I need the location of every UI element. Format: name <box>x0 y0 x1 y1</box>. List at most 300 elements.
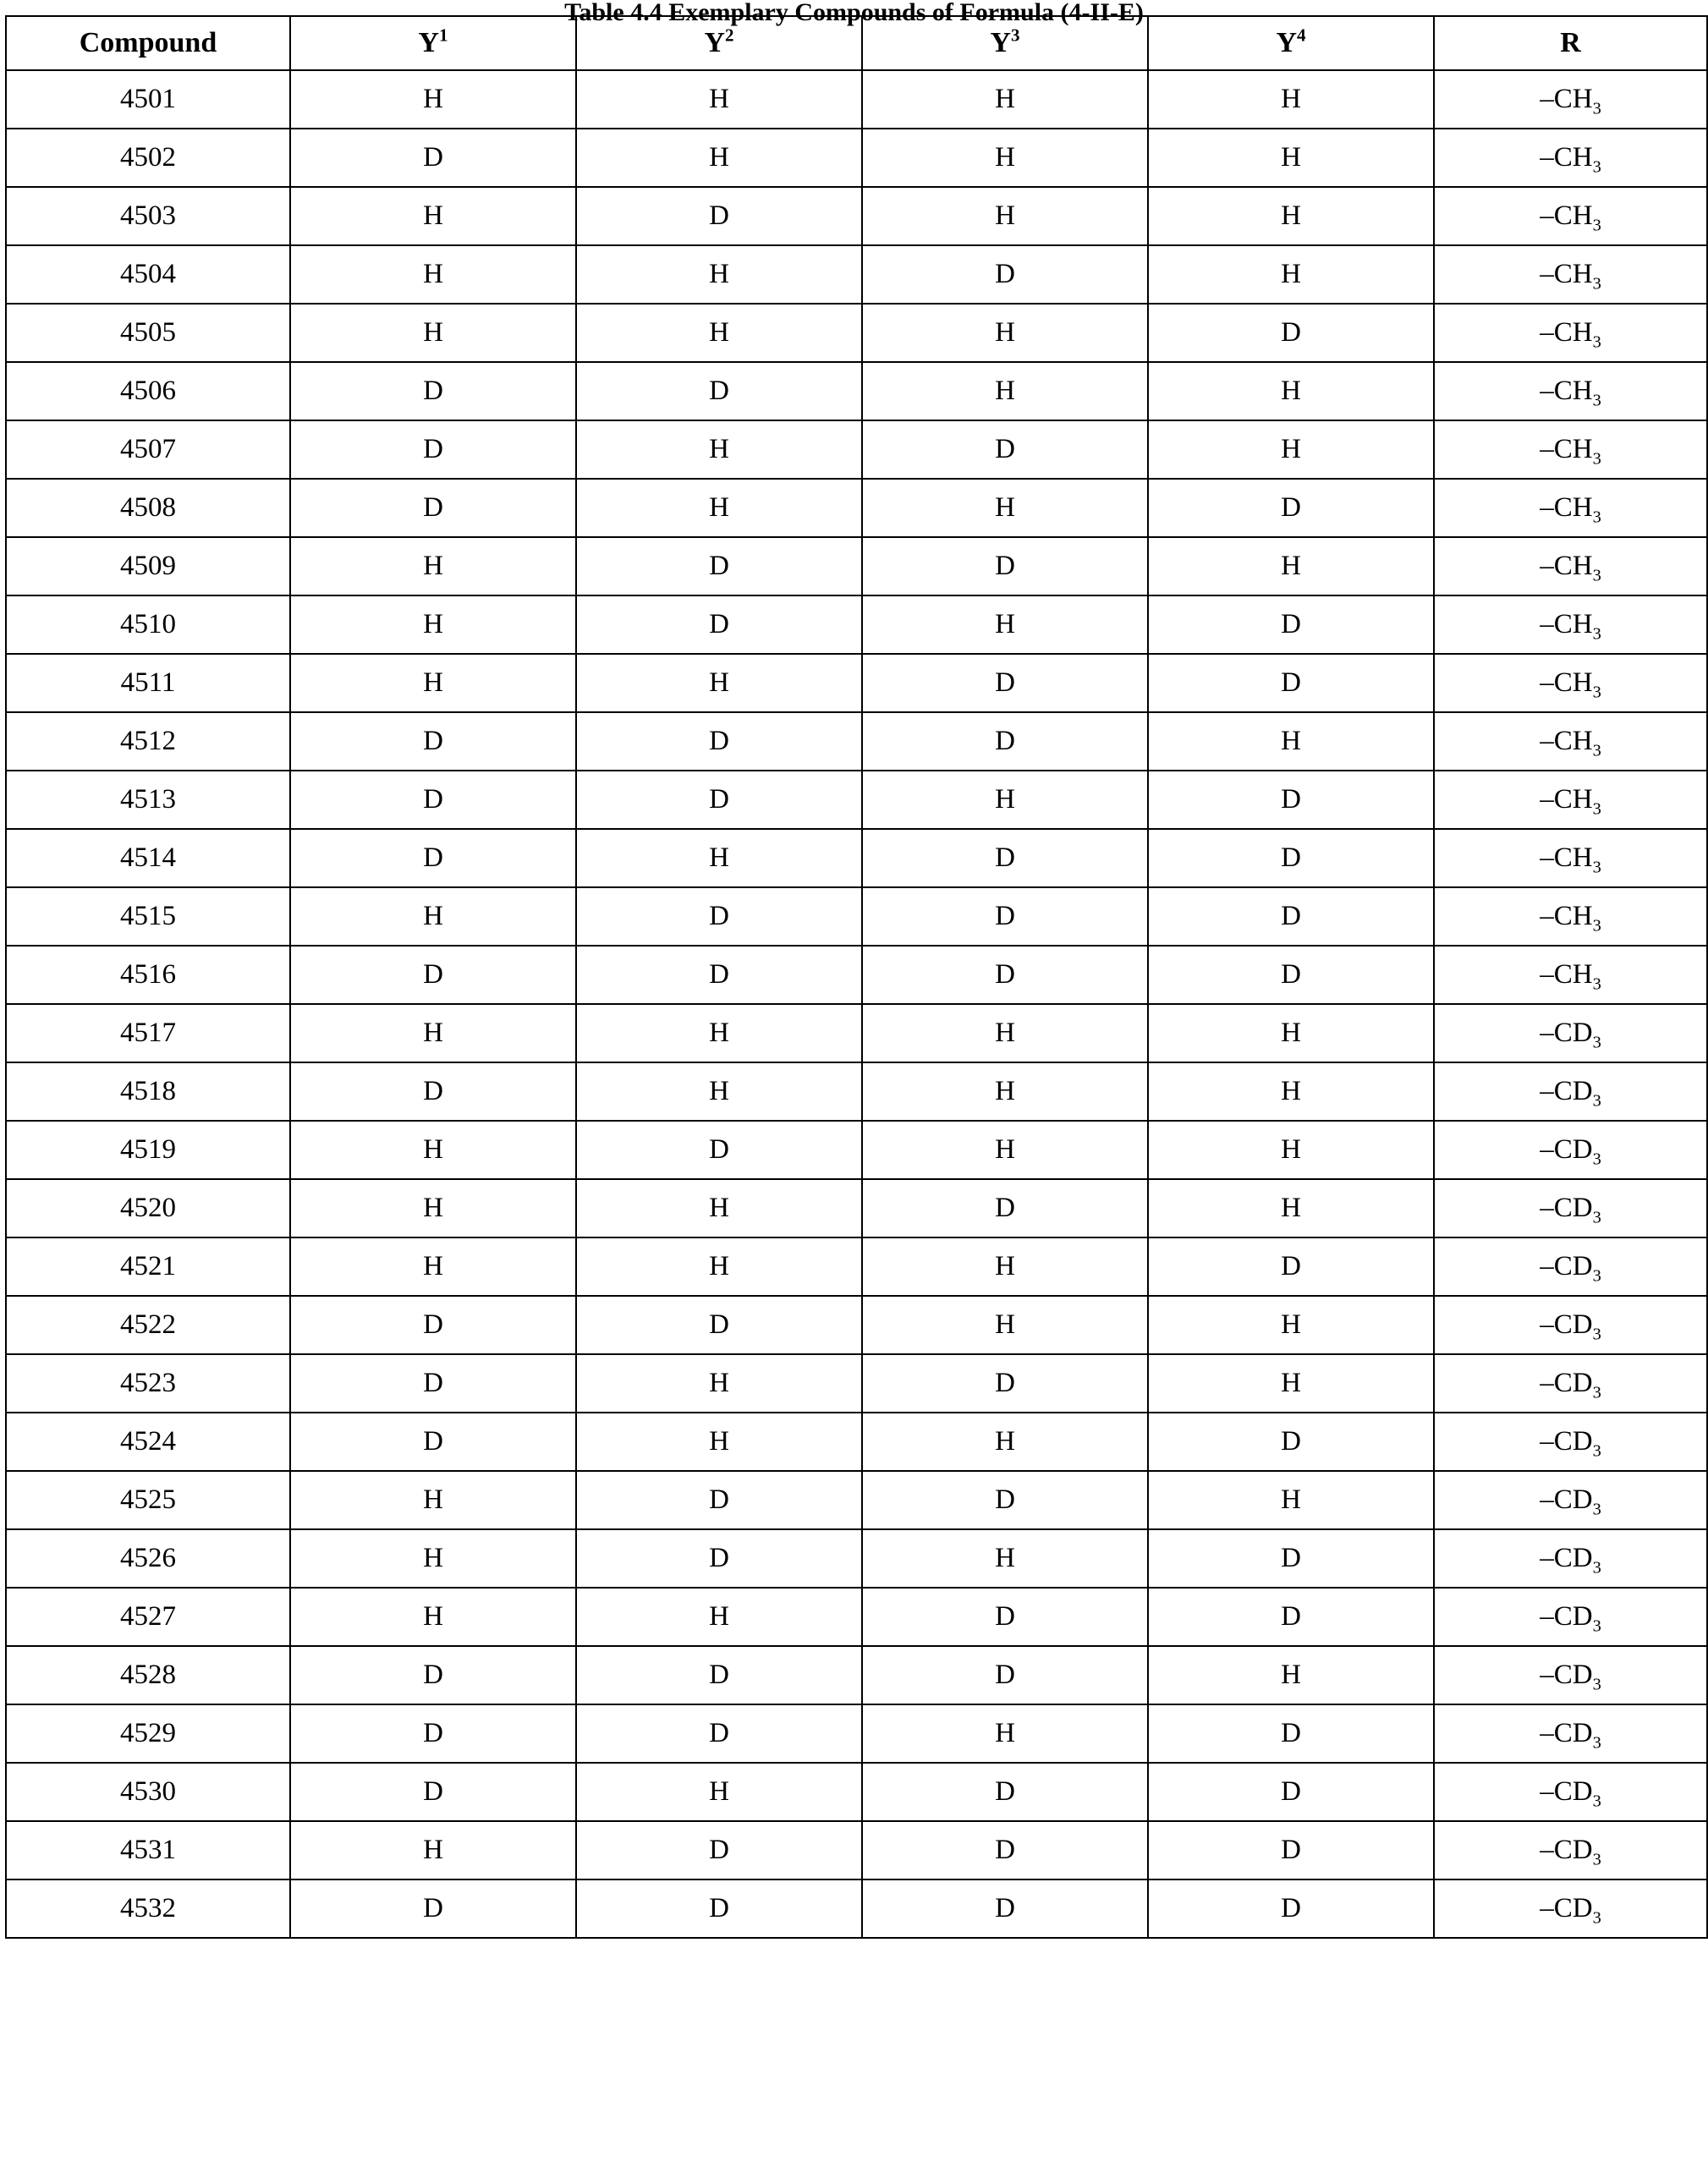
column-header-sup: 2 <box>725 25 734 46</box>
cell-y1: H <box>290 654 576 712</box>
cell-y1: H <box>290 70 576 129</box>
cell-y3: D <box>862 1646 1148 1704</box>
cell-y4: H <box>1148 187 1434 245</box>
cell-r-text: –CD <box>1540 1018 1593 1048</box>
column-header-compound <box>6 16 290 70</box>
cell-y4: H <box>1148 1646 1434 1704</box>
cell-y4: H <box>1148 129 1434 187</box>
table-row <box>6 595 1707 654</box>
cell-r-subscript: 3 <box>1592 99 1601 118</box>
column-header-label: Compound <box>79 27 217 58</box>
table-row <box>6 129 1707 187</box>
cell-y2: H <box>576 420 862 479</box>
cell-r-subscript: 3 <box>1592 508 1601 527</box>
cell-y3: H <box>862 479 1148 537</box>
cell-r <box>1434 1588 1707 1646</box>
cell-compound: 4506 <box>6 362 290 420</box>
cell-y1: D <box>290 1879 576 1938</box>
cell-r-text: –CD <box>1540 1368 1593 1398</box>
cell-compound: 4528 <box>6 1646 290 1704</box>
cell-y2: D <box>576 1471 862 1529</box>
cell-r-text: –CD <box>1540 1543 1593 1573</box>
cell-y2: H <box>576 304 862 362</box>
cell-y2: D <box>576 362 862 420</box>
cell-y3: H <box>862 1296 1148 1354</box>
cell-y3: D <box>862 537 1148 595</box>
cell-r-subscript: 3 <box>1592 1150 1601 1169</box>
cell-compound: 4512 <box>6 712 290 771</box>
cell-y2: D <box>576 712 862 771</box>
cell-compound: 4531 <box>6 1821 290 1879</box>
cell-y3: D <box>862 887 1148 946</box>
cell-y3: H <box>862 304 1148 362</box>
cell-compound: 4510 <box>6 595 290 654</box>
cell-y1: D <box>290 479 576 537</box>
cell-y2: H <box>576 1588 862 1646</box>
cell-y1: D <box>290 420 576 479</box>
cell-y1: H <box>290 537 576 595</box>
table-row <box>6 1821 1707 1879</box>
cell-y4: H <box>1148 70 1434 129</box>
cell-r-subscript: 3 <box>1592 858 1601 877</box>
table-row <box>6 712 1707 771</box>
cell-r-subscript: 3 <box>1592 1675 1601 1694</box>
cell-r-text: –CD <box>1540 1601 1593 1632</box>
cell-y1: H <box>290 1821 576 1879</box>
cell-r <box>1434 245 1707 304</box>
cell-y2: D <box>576 1121 862 1179</box>
cell-r <box>1434 595 1707 654</box>
cell-y2: H <box>576 1004 862 1062</box>
cell-r <box>1434 1529 1707 1588</box>
cell-r-text: –CH <box>1540 434 1593 464</box>
table-row <box>6 1179 1707 1237</box>
table-row <box>6 420 1707 479</box>
cell-y3: H <box>862 187 1148 245</box>
cell-y2: D <box>576 1821 862 1879</box>
cell-r-text: –CH <box>1540 142 1593 173</box>
cell-r <box>1434 1237 1707 1296</box>
column-header-r <box>1434 16 1707 70</box>
table-row <box>6 1646 1707 1704</box>
cell-y3: D <box>862 1763 1148 1821</box>
cell-r-text: –CH <box>1540 609 1593 639</box>
cell-r-subscript: 3 <box>1592 1266 1601 1286</box>
table-row <box>6 1062 1707 1121</box>
cell-y3: D <box>862 829 1148 887</box>
cell-y1: H <box>290 245 576 304</box>
cell-y1: D <box>290 1296 576 1354</box>
cell-y3: D <box>862 654 1148 712</box>
column-header-label: Y <box>1276 27 1297 58</box>
cell-y3: D <box>862 1354 1148 1413</box>
cell-r-subscript: 3 <box>1592 332 1601 352</box>
cell-y3: H <box>862 362 1148 420</box>
cell-r-subscript: 3 <box>1592 1091 1601 1111</box>
table-row <box>6 1763 1707 1821</box>
cell-r-text: –CD <box>1540 1426 1593 1457</box>
cell-y4: H <box>1148 1179 1434 1237</box>
cell-r-text: –CD <box>1540 1893 1593 1923</box>
table-row <box>6 1879 1707 1938</box>
cell-r <box>1434 1296 1707 1354</box>
table-row <box>6 1237 1707 1296</box>
cell-r-subscript: 3 <box>1592 157 1601 177</box>
cell-y2: H <box>576 1237 862 1296</box>
cell-r <box>1434 1704 1707 1763</box>
table-row <box>6 245 1707 304</box>
cell-r-subscript: 3 <box>1592 1908 1601 1928</box>
cell-r-subscript: 3 <box>1592 1441 1601 1461</box>
cell-y3: D <box>862 1821 1148 1879</box>
cell-r-text: –CH <box>1540 551 1593 581</box>
cell-y1: H <box>290 1121 576 1179</box>
table-row <box>6 70 1707 129</box>
cell-y3: D <box>862 1471 1148 1529</box>
table-row <box>6 1471 1707 1529</box>
cell-compound: 4520 <box>6 1179 290 1237</box>
cell-r <box>1434 1413 1707 1471</box>
cell-r-subscript: 3 <box>1592 683 1601 702</box>
cell-r-text: –CD <box>1540 1251 1593 1281</box>
cell-y1: H <box>290 304 576 362</box>
table-row <box>6 479 1707 537</box>
column-header-sup: 4 <box>1297 25 1306 46</box>
column-header-sup: 1 <box>439 25 448 46</box>
cell-y3: D <box>862 1179 1148 1237</box>
cell-r-text: –CD <box>1540 1309 1593 1340</box>
cell-y1: D <box>290 129 576 187</box>
cell-r <box>1434 1821 1707 1879</box>
cell-y3: D <box>862 245 1148 304</box>
cell-y1: D <box>290 1062 576 1121</box>
table-row <box>6 1704 1707 1763</box>
exemplary-compounds-table <box>5 15 1708 1939</box>
column-header-label: Y <box>990 27 1011 58</box>
cell-r-text: –CD <box>1540 1134 1593 1165</box>
cell-y4: H <box>1148 1471 1434 1529</box>
cell-y2: D <box>576 946 862 1004</box>
cell-r <box>1434 1471 1707 1529</box>
cell-r-subscript: 3 <box>1592 624 1601 644</box>
cell-y3: D <box>862 946 1148 1004</box>
cell-y4: H <box>1148 1004 1434 1062</box>
cell-y4: H <box>1148 1354 1434 1413</box>
cell-r-subscript: 3 <box>1592 1733 1601 1753</box>
cell-r-text: –CH <box>1540 784 1593 815</box>
cell-compound: 4505 <box>6 304 290 362</box>
cell-r <box>1434 1879 1707 1938</box>
cell-y3: H <box>862 1237 1148 1296</box>
cell-compound: 4525 <box>6 1471 290 1529</box>
cell-y1: D <box>290 712 576 771</box>
cell-y1: H <box>290 1529 576 1588</box>
table-body <box>6 70 1707 1938</box>
cell-compound: 4501 <box>6 70 290 129</box>
cell-y2: D <box>576 1646 862 1704</box>
table-row <box>6 946 1707 1004</box>
cell-y1: H <box>290 1471 576 1529</box>
cell-y1: D <box>290 1763 576 1821</box>
cell-r-subscript: 3 <box>1592 391 1601 410</box>
cell-y2: D <box>576 1529 862 1588</box>
cell-y1: D <box>290 1354 576 1413</box>
cell-compound: 4509 <box>6 537 290 595</box>
cell-y2: H <box>576 70 862 129</box>
cell-r-subscript: 3 <box>1592 916 1601 936</box>
cell-y2: H <box>576 654 862 712</box>
cell-r-text: –CD <box>1540 1835 1593 1865</box>
cell-compound: 4516 <box>6 946 290 1004</box>
table-row <box>6 1529 1707 1588</box>
cell-r-text: –CH <box>1540 200 1593 231</box>
cell-r <box>1434 771 1707 829</box>
cell-r-text: –CH <box>1540 842 1593 873</box>
table-row <box>6 187 1707 245</box>
cell-r-text: –CH <box>1540 959 1593 990</box>
table-row <box>6 304 1707 362</box>
table-row <box>6 1296 1707 1354</box>
cell-y1: D <box>290 1704 576 1763</box>
cell-r-subscript: 3 <box>1592 1208 1601 1227</box>
cell-compound: 4517 <box>6 1004 290 1062</box>
table-row <box>6 362 1707 420</box>
table-row <box>6 887 1707 946</box>
cell-r <box>1434 304 1707 362</box>
cell-compound: 4526 <box>6 1529 290 1588</box>
cell-y3: H <box>862 129 1148 187</box>
cell-r <box>1434 187 1707 245</box>
cell-y4: D <box>1148 887 1434 946</box>
cell-r-subscript: 3 <box>1592 1792 1601 1811</box>
cell-y3: H <box>862 1704 1148 1763</box>
cell-r <box>1434 537 1707 595</box>
cell-r <box>1434 362 1707 420</box>
cell-y1: D <box>290 771 576 829</box>
column-header-label: Y <box>704 27 725 58</box>
cell-r-text: –CH <box>1540 667 1593 698</box>
cell-r-subscript: 3 <box>1592 274 1601 294</box>
cell-r <box>1434 479 1707 537</box>
cell-y2: D <box>576 595 862 654</box>
cell-y3: H <box>862 1413 1148 1471</box>
table-caption: Table 4.4 Exemplary Compounds of Formula (4-II-E) <box>564 0 1144 26</box>
cell-y1: H <box>290 1004 576 1062</box>
cell-y2: D <box>576 771 862 829</box>
cell-compound: 4518 <box>6 1062 290 1121</box>
cell-y4: H <box>1148 1062 1434 1121</box>
cell-y3: H <box>862 1062 1148 1121</box>
cell-r-subscript: 3 <box>1592 566 1601 585</box>
cell-y1: H <box>290 887 576 946</box>
cell-y4: D <box>1148 654 1434 712</box>
cell-r <box>1434 1004 1707 1062</box>
column-header-y1 <box>290 16 576 70</box>
cell-r <box>1434 70 1707 129</box>
cell-r-subscript: 3 <box>1592 216 1601 235</box>
cell-compound: 4507 <box>6 420 290 479</box>
column-header-label: R <box>1560 27 1581 58</box>
cell-y2: H <box>576 1354 862 1413</box>
cell-y1: D <box>290 362 576 420</box>
cell-r <box>1434 1179 1707 1237</box>
cell-r <box>1434 887 1707 946</box>
cell-y2: H <box>576 479 862 537</box>
cell-r-subscript: 3 <box>1592 741 1601 760</box>
cell-y4: D <box>1148 1237 1434 1296</box>
table-row <box>6 654 1707 712</box>
cell-y2: H <box>576 829 862 887</box>
cell-compound: 4511 <box>6 654 290 712</box>
cell-r-text: –CH <box>1540 901 1593 931</box>
table-row <box>6 1121 1707 1179</box>
cell-y4: D <box>1148 1529 1434 1588</box>
cell-y2: D <box>576 1879 862 1938</box>
cell-r-subscript: 3 <box>1592 1616 1601 1636</box>
cell-y3: H <box>862 771 1148 829</box>
cell-y4: H <box>1148 1121 1434 1179</box>
cell-y2: D <box>576 537 862 595</box>
cell-y1: H <box>290 1588 576 1646</box>
cell-y1: D <box>290 1413 576 1471</box>
cell-r-text: –CH <box>1540 259 1593 289</box>
cell-r-subscript: 3 <box>1592 1383 1601 1402</box>
cell-r <box>1434 946 1707 1004</box>
cell-y4: H <box>1148 420 1434 479</box>
cell-compound: 4527 <box>6 1588 290 1646</box>
cell-r-subscript: 3 <box>1592 1558 1601 1578</box>
cell-y3: H <box>862 1121 1148 1179</box>
cell-y4: D <box>1148 1821 1434 1879</box>
cell-y2: H <box>576 1413 862 1471</box>
cell-r-text: –CH <box>1540 492 1593 523</box>
cell-r-subscript: 3 <box>1592 449 1601 469</box>
cell-y2: D <box>576 1704 862 1763</box>
cell-y2: H <box>576 245 862 304</box>
cell-y1: D <box>290 829 576 887</box>
cell-y3: D <box>862 712 1148 771</box>
cell-y4: D <box>1148 771 1434 829</box>
cell-y1: H <box>290 1237 576 1296</box>
cell-y4: H <box>1148 1296 1434 1354</box>
cell-y3: H <box>862 70 1148 129</box>
cell-r <box>1434 1646 1707 1704</box>
cell-compound: 4523 <box>6 1354 290 1413</box>
cell-y4: H <box>1148 712 1434 771</box>
cell-compound: 4532 <box>6 1879 290 1938</box>
cell-compound: 4514 <box>6 829 290 887</box>
cell-y2: D <box>576 887 862 946</box>
cell-compound: 4503 <box>6 187 290 245</box>
cell-r <box>1434 1062 1707 1121</box>
cell-y4: H <box>1148 245 1434 304</box>
table-row <box>6 537 1707 595</box>
cell-r <box>1434 1763 1707 1821</box>
cell-r-subscript: 3 <box>1592 1325 1601 1344</box>
cell-y3: H <box>862 1004 1148 1062</box>
cell-y3: D <box>862 1588 1148 1646</box>
cell-y1: H <box>290 1179 576 1237</box>
cell-r-text: –CH <box>1540 726 1593 756</box>
cell-r-text: –CH <box>1540 84 1593 114</box>
table-row <box>6 1413 1707 1471</box>
cell-r-text: –CH <box>1540 317 1593 348</box>
cell-compound: 4504 <box>6 245 290 304</box>
cell-r <box>1434 712 1707 771</box>
cell-y1: H <box>290 187 576 245</box>
cell-y4: H <box>1148 537 1434 595</box>
cell-r <box>1434 1354 1707 1413</box>
cell-r-subscript: 3 <box>1592 974 1601 994</box>
cell-y4: D <box>1148 1588 1434 1646</box>
cell-y2: D <box>576 187 862 245</box>
column-header-sup: 3 <box>1011 25 1020 46</box>
cell-y3: H <box>862 1529 1148 1588</box>
cell-y4: D <box>1148 1704 1434 1763</box>
cell-compound: 4529 <box>6 1704 290 1763</box>
column-header-y4 <box>1148 16 1434 70</box>
cell-y4: D <box>1148 1763 1434 1821</box>
cell-r-text: –CD <box>1540 1193 1593 1223</box>
cell-compound: 4530 <box>6 1763 290 1821</box>
cell-y4: D <box>1148 946 1434 1004</box>
cell-y2: H <box>576 129 862 187</box>
cell-y1: D <box>290 946 576 1004</box>
cell-r <box>1434 829 1707 887</box>
cell-compound: 4515 <box>6 887 290 946</box>
cell-y1: H <box>290 595 576 654</box>
cell-compound: 4522 <box>6 1296 290 1354</box>
cell-compound: 4508 <box>6 479 290 537</box>
table-row <box>6 1004 1707 1062</box>
cell-r-text: –CH <box>1540 376 1593 406</box>
cell-compound: 4502 <box>6 129 290 187</box>
table-row <box>6 771 1707 829</box>
cell-y4: D <box>1148 595 1434 654</box>
cell-r <box>1434 420 1707 479</box>
cell-r-subscript: 3 <box>1592 1850 1601 1869</box>
cell-r-text: –CD <box>1540 1718 1593 1748</box>
cell-r <box>1434 1121 1707 1179</box>
cell-y3: D <box>862 1879 1148 1938</box>
cell-y2: H <box>576 1179 862 1237</box>
cell-y3: D <box>862 420 1148 479</box>
cell-y4: D <box>1148 304 1434 362</box>
cell-y2: H <box>576 1763 862 1821</box>
cell-r-text: –CD <box>1540 1776 1593 1807</box>
table-row <box>6 1588 1707 1646</box>
cell-compound: 4513 <box>6 771 290 829</box>
cell-y2: H <box>576 1062 862 1121</box>
cell-compound: 4524 <box>6 1413 290 1471</box>
cell-r <box>1434 129 1707 187</box>
cell-y1: D <box>290 1646 576 1704</box>
cell-y4: D <box>1148 1879 1434 1938</box>
table-row <box>6 1354 1707 1413</box>
cell-y4: D <box>1148 829 1434 887</box>
cell-r-subscript: 3 <box>1592 1033 1601 1052</box>
cell-r-text: –CD <box>1540 1484 1593 1515</box>
cell-r-text: –CD <box>1540 1660 1593 1690</box>
table-row <box>6 829 1707 887</box>
cell-r <box>1434 654 1707 712</box>
cell-r-text: –CD <box>1540 1076 1593 1106</box>
cell-y4: H <box>1148 362 1434 420</box>
cell-compound: 4521 <box>6 1237 290 1296</box>
column-header-label: Y <box>418 27 439 58</box>
cell-r-subscript: 3 <box>1592 1500 1601 1519</box>
cell-compound: 4519 <box>6 1121 290 1179</box>
